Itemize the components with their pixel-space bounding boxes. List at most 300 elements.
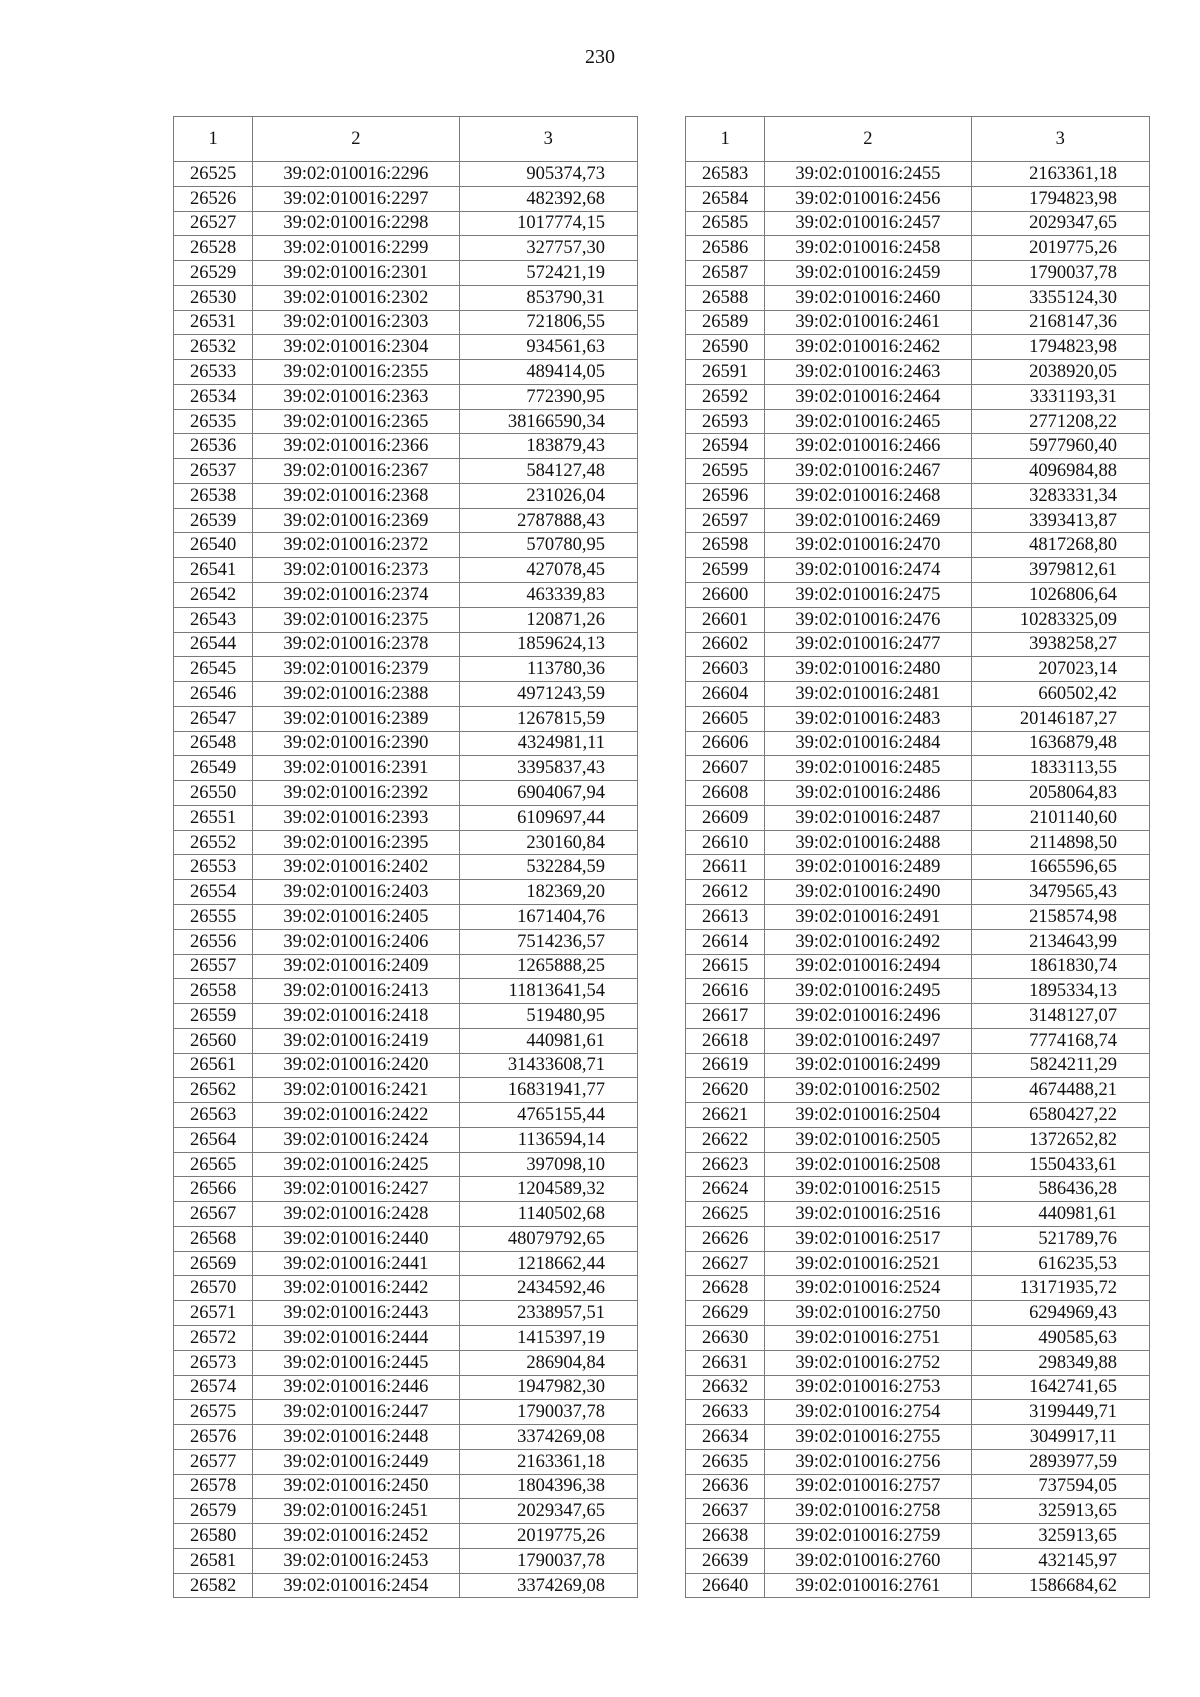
cadastral-number: 39:02:010016:2453	[253, 1548, 459, 1573]
cadastral-number: 39:02:010016:2355	[253, 360, 459, 385]
row-number: 26545	[174, 657, 253, 682]
table-row	[686, 434, 1150, 459]
row-number: 26597	[686, 508, 765, 533]
table-row	[686, 805, 1150, 830]
table-row	[686, 979, 1150, 1004]
cadastral-number: 39:02:010016:2750	[765, 1301, 971, 1326]
cadastral-value: 1140502,68	[459, 1202, 637, 1227]
row-number: 26530	[174, 285, 253, 310]
cadastral-value: 1947982,30	[459, 1375, 637, 1400]
column-header-3: 3	[971, 117, 1149, 162]
row-number: 26576	[174, 1425, 253, 1450]
cadastral-value: 1136594,14	[459, 1127, 637, 1152]
cadastral-number: 39:02:010016:2502	[765, 1078, 971, 1103]
cadastral-number: 39:02:010016:2467	[765, 459, 971, 484]
cadastral-number: 39:02:010016:2373	[253, 558, 459, 583]
cadastral-number: 39:02:010016:2454	[253, 1573, 459, 1598]
cadastral-value: 4096984,88	[971, 459, 1149, 484]
cadastral-number: 39:02:010016:2405	[253, 904, 459, 929]
cadastral-value: 721806,55	[459, 310, 637, 335]
table-row	[174, 310, 638, 335]
row-number: 26581	[174, 1548, 253, 1573]
table-row	[686, 830, 1150, 855]
row-number: 26548	[174, 731, 253, 756]
cadastral-number: 39:02:010016:2483	[765, 706, 971, 731]
cadastral-number: 39:02:010016:2403	[253, 880, 459, 905]
cadastral-value: 737594,05	[971, 1474, 1149, 1499]
row-number: 26525	[174, 162, 253, 187]
table-row	[174, 731, 638, 756]
cadastral-number: 39:02:010016:2390	[253, 731, 459, 756]
table-row	[174, 1400, 638, 1425]
table-row	[686, 162, 1150, 187]
table-row	[174, 1078, 638, 1103]
row-number: 26574	[174, 1375, 253, 1400]
cadastral-value: 570780,95	[459, 533, 637, 558]
cadastral-value: 3355124,30	[971, 285, 1149, 310]
row-number: 26587	[686, 261, 765, 286]
table-row	[686, 1078, 1150, 1103]
header-row	[174, 117, 638, 162]
row-number: 26560	[174, 1028, 253, 1053]
row-number: 26614	[686, 929, 765, 954]
cadastral-value: 1586684,62	[971, 1573, 1149, 1598]
cadastral-number: 39:02:010016:2296	[253, 162, 459, 187]
table-row	[174, 706, 638, 731]
row-number: 26604	[686, 682, 765, 707]
row-number: 26591	[686, 360, 765, 385]
row-number: 26612	[686, 880, 765, 905]
row-number: 26528	[174, 236, 253, 261]
cadastral-number: 39:02:010016:2299	[253, 236, 459, 261]
cadastral-value: 11813641,54	[459, 979, 637, 1004]
cadastral-number: 39:02:010016:2456	[765, 186, 971, 211]
table-row	[174, 236, 638, 261]
cadastral-value: 1794823,98	[971, 186, 1149, 211]
row-number: 26596	[686, 483, 765, 508]
cadastral-value: 2058064,83	[971, 781, 1149, 806]
table-row	[686, 508, 1150, 533]
cadastral-value: 31433608,71	[459, 1053, 637, 1078]
cadastral-number: 39:02:010016:2481	[765, 682, 971, 707]
row-number: 26538	[174, 483, 253, 508]
cadastral-number: 39:02:010016:2368	[253, 483, 459, 508]
cadastral-number: 39:02:010016:2463	[765, 360, 971, 385]
cadastral-value: 7514236,57	[459, 929, 637, 954]
cadastral-value: 3049917,11	[971, 1425, 1149, 1450]
table-row	[686, 731, 1150, 756]
cadastral-value: 3395837,43	[459, 756, 637, 781]
table-row	[686, 607, 1150, 632]
row-number: 26601	[686, 607, 765, 632]
cadastral-number: 39:02:010016:2760	[765, 1548, 971, 1573]
cadastral-value: 48079792,65	[459, 1226, 637, 1251]
row-number: 26599	[686, 558, 765, 583]
cadastral-number: 39:02:010016:2389	[253, 706, 459, 731]
row-number: 26563	[174, 1103, 253, 1128]
table-row	[174, 583, 638, 608]
cadastral-number: 39:02:010016:2427	[253, 1177, 459, 1202]
table-row	[686, 632, 1150, 657]
table-row	[686, 1350, 1150, 1375]
row-number: 26540	[174, 533, 253, 558]
row-number: 26549	[174, 756, 253, 781]
cadastral-value: 4817268,80	[971, 533, 1149, 558]
table-row	[686, 583, 1150, 608]
column-header-2: 2	[765, 117, 971, 162]
table-row	[686, 558, 1150, 583]
table-row	[174, 1251, 638, 1276]
row-number: 26602	[686, 632, 765, 657]
row-number: 26553	[174, 855, 253, 880]
row-number: 26635	[686, 1449, 765, 1474]
cadastral-number: 39:02:010016:2761	[765, 1573, 971, 1598]
row-number: 26593	[686, 409, 765, 434]
table-row	[174, 1350, 638, 1375]
cadastral-number: 39:02:010016:2375	[253, 607, 459, 632]
cadastral-number: 39:02:010016:2469	[765, 508, 971, 533]
table-row	[686, 1400, 1150, 1425]
cadastral-number: 39:02:010016:2440	[253, 1226, 459, 1251]
cadastral-number: 39:02:010016:2363	[253, 384, 459, 409]
cadastral-number: 39:02:010016:2409	[253, 954, 459, 979]
row-number: 26567	[174, 1202, 253, 1227]
row-number: 26535	[174, 409, 253, 434]
cadastral-number: 39:02:010016:2442	[253, 1276, 459, 1301]
table-row	[174, 1053, 638, 1078]
row-number: 26598	[686, 533, 765, 558]
cadastral-number: 39:02:010016:2447	[253, 1400, 459, 1425]
table-row	[174, 880, 638, 905]
table-row	[686, 682, 1150, 707]
row-number: 26608	[686, 781, 765, 806]
table-row	[686, 1251, 1150, 1276]
row-number: 26589	[686, 310, 765, 335]
row-number: 26594	[686, 434, 765, 459]
table-row	[174, 1177, 638, 1202]
cadastral-value: 298349,88	[971, 1350, 1149, 1375]
column-header-1: 1	[174, 117, 253, 162]
cadastral-number: 39:02:010016:2492	[765, 929, 971, 954]
cadastral-number: 39:02:010016:2413	[253, 979, 459, 1004]
cadastral-number: 39:02:010016:2452	[253, 1524, 459, 1549]
cadastral-value: 584127,48	[459, 459, 637, 484]
table-row	[174, 162, 638, 187]
row-number: 26554	[174, 880, 253, 905]
table-row	[686, 904, 1150, 929]
cadastral-value: 616235,53	[971, 1251, 1149, 1276]
row-number: 26550	[174, 781, 253, 806]
row-number: 26555	[174, 904, 253, 929]
cadastral-value: 5977960,40	[971, 434, 1149, 459]
cadastral-number: 39:02:010016:2441	[253, 1251, 459, 1276]
cadastral-value: 440981,61	[971, 1202, 1149, 1227]
cadastral-number: 39:02:010016:2443	[253, 1301, 459, 1326]
cadastral-number: 39:02:010016:2445	[253, 1350, 459, 1375]
row-number: 26605	[686, 706, 765, 731]
cadastral-number: 39:02:010016:2759	[765, 1524, 971, 1549]
cadastral-value: 586436,28	[971, 1177, 1149, 1202]
row-number: 26627	[686, 1251, 765, 1276]
row-number: 26624	[686, 1177, 765, 1202]
table-row	[686, 657, 1150, 682]
table-row	[174, 756, 638, 781]
cadastral-value: 1636879,48	[971, 731, 1149, 756]
row-number: 26610	[686, 830, 765, 855]
cadastral-value: 2893977,59	[971, 1449, 1149, 1474]
cadastral-value: 120871,26	[459, 607, 637, 632]
table-row	[686, 1425, 1150, 1450]
table-row	[174, 1474, 638, 1499]
cadastral-number: 39:02:010016:2365	[253, 409, 459, 434]
row-number: 26628	[686, 1276, 765, 1301]
row-number: 26629	[686, 1301, 765, 1326]
cadastral-number: 39:02:010016:2474	[765, 558, 971, 583]
table-row	[686, 1449, 1150, 1474]
cadastral-value: 519480,95	[459, 1004, 637, 1029]
page-number: 230	[585, 46, 615, 68]
cadastral-number: 39:02:010016:2470	[765, 533, 971, 558]
cadastral-value: 3979812,61	[971, 558, 1149, 583]
table-row	[174, 1202, 638, 1227]
table-row	[174, 211, 638, 236]
row-number: 26542	[174, 583, 253, 608]
cadastral-number: 39:02:010016:2485	[765, 756, 971, 781]
cadastral-value: 1267815,59	[459, 706, 637, 731]
table-row	[686, 360, 1150, 385]
cadastral-value: 532284,59	[459, 855, 637, 880]
row-number: 26572	[174, 1325, 253, 1350]
row-number: 26639	[686, 1548, 765, 1573]
table-row	[686, 533, 1150, 558]
cadastral-number: 39:02:010016:2421	[253, 1078, 459, 1103]
cadastral-number: 39:02:010016:2297	[253, 186, 459, 211]
table-row	[174, 459, 638, 484]
row-number: 26595	[686, 459, 765, 484]
row-number: 26547	[174, 706, 253, 731]
table-row	[174, 186, 638, 211]
row-number: 26600	[686, 583, 765, 608]
table-row	[174, 781, 638, 806]
cadastral-value: 1665596,65	[971, 855, 1149, 880]
row-number: 26637	[686, 1499, 765, 1524]
table-row	[686, 1202, 1150, 1227]
cadastral-value: 1218662,44	[459, 1251, 637, 1276]
cadastral-value: 463339,83	[459, 583, 637, 608]
cadastral-value: 1204589,32	[459, 1177, 637, 1202]
cadastral-number: 39:02:010016:2499	[765, 1053, 971, 1078]
table-row	[686, 1053, 1150, 1078]
table-row	[174, 855, 638, 880]
row-number: 26532	[174, 335, 253, 360]
table-row	[686, 211, 1150, 236]
table-row	[686, 756, 1150, 781]
cadastral-value: 2114898,50	[971, 830, 1149, 855]
cadastral-value: 3331193,31	[971, 384, 1149, 409]
row-number: 26613	[686, 904, 765, 929]
row-number: 26638	[686, 1524, 765, 1549]
cadastral-number: 39:02:010016:2516	[765, 1202, 971, 1227]
row-number: 26531	[174, 310, 253, 335]
cadastral-value: 2019775,26	[971, 236, 1149, 261]
table-row	[686, 261, 1150, 286]
cadastral-value: 6580427,22	[971, 1103, 1149, 1128]
row-number: 26546	[174, 682, 253, 707]
cadastral-value: 2787888,43	[459, 508, 637, 533]
table-row	[686, 1177, 1150, 1202]
row-number: 26578	[174, 1474, 253, 1499]
table-row	[174, 1226, 638, 1251]
table-row	[686, 1028, 1150, 1053]
row-number: 26569	[174, 1251, 253, 1276]
cadastral-number: 39:02:010016:2458	[765, 236, 971, 261]
cadastral-number: 39:02:010016:2751	[765, 1325, 971, 1350]
cadastral-number: 39:02:010016:2460	[765, 285, 971, 310]
cadastral-value: 3199449,71	[971, 1400, 1149, 1425]
cadastral-number: 39:02:010016:2304	[253, 335, 459, 360]
table-row	[174, 1276, 638, 1301]
cadastral-value: 1794823,98	[971, 335, 1149, 360]
table-row	[174, 830, 638, 855]
table-row	[174, 1425, 638, 1450]
table-body-left	[174, 162, 638, 1598]
cadastral-number: 39:02:010016:2517	[765, 1226, 971, 1251]
table-row	[686, 1276, 1150, 1301]
table-row	[686, 1524, 1150, 1549]
row-number: 26529	[174, 261, 253, 286]
cadastral-number: 39:02:010016:2302	[253, 285, 459, 310]
table-row	[686, 459, 1150, 484]
cadastral-number: 39:02:010016:2486	[765, 781, 971, 806]
cadastral-value: 3479565,43	[971, 880, 1149, 905]
row-number: 26583	[686, 162, 765, 187]
table-row	[174, 904, 638, 929]
row-number: 26537	[174, 459, 253, 484]
table-row	[174, 384, 638, 409]
table-row	[686, 483, 1150, 508]
cadastral-value: 2434592,46	[459, 1276, 637, 1301]
row-number: 26640	[686, 1573, 765, 1598]
cadastral-value: 3374269,08	[459, 1573, 637, 1598]
cadastral-number: 39:02:010016:2298	[253, 211, 459, 236]
cadastral-number: 39:02:010016:2505	[765, 1127, 971, 1152]
table-row	[686, 1325, 1150, 1350]
cadastral-number: 39:02:010016:2515	[765, 1177, 971, 1202]
table-row	[686, 384, 1150, 409]
row-number: 26579	[174, 1499, 253, 1524]
table-row	[174, 929, 638, 954]
cadastral-number: 39:02:010016:2489	[765, 855, 971, 880]
cadastral-value: 2168147,36	[971, 310, 1149, 335]
cadastral-value: 660502,42	[971, 682, 1149, 707]
row-number: 26527	[174, 211, 253, 236]
cadastral-value: 397098,10	[459, 1152, 637, 1177]
row-number: 26526	[174, 186, 253, 211]
cadastral-value: 1790037,78	[459, 1548, 637, 1573]
row-number: 26622	[686, 1127, 765, 1152]
cadastral-number: 39:02:010016:2480	[765, 657, 971, 682]
row-number: 26536	[174, 434, 253, 459]
cadastral-value: 286904,84	[459, 1350, 637, 1375]
cadastral-value: 3374269,08	[459, 1425, 637, 1450]
row-number: 26636	[686, 1474, 765, 1499]
table-row	[174, 1127, 638, 1152]
row-number: 26615	[686, 954, 765, 979]
row-number: 26584	[686, 186, 765, 211]
cadastral-number: 39:02:010016:2393	[253, 805, 459, 830]
row-number: 26533	[174, 360, 253, 385]
row-number: 26585	[686, 211, 765, 236]
cadastral-number: 39:02:010016:2756	[765, 1449, 971, 1474]
cadastral-value: 2029347,65	[971, 211, 1149, 236]
table-row	[174, 954, 638, 979]
row-number: 26616	[686, 979, 765, 1004]
cadastral-value: 183879,43	[459, 434, 637, 459]
cadastral-value: 1859624,13	[459, 632, 637, 657]
cadastral-value: 3393413,87	[971, 508, 1149, 533]
table-row	[686, 1152, 1150, 1177]
cadastral-number: 39:02:010016:2476	[765, 607, 971, 632]
table-row	[174, 1152, 638, 1177]
row-number: 26630	[686, 1325, 765, 1350]
row-number: 26582	[174, 1573, 253, 1598]
table-row	[686, 285, 1150, 310]
row-number: 26634	[686, 1425, 765, 1450]
row-number: 26621	[686, 1103, 765, 1128]
table-row	[686, 310, 1150, 335]
row-number: 26625	[686, 1202, 765, 1227]
table-row	[686, 929, 1150, 954]
table-row	[174, 1028, 638, 1053]
cadastral-value: 1861830,74	[971, 954, 1149, 979]
row-number: 26561	[174, 1053, 253, 1078]
table-row	[686, 1548, 1150, 1573]
row-number: 26571	[174, 1301, 253, 1326]
cadastral-number: 39:02:010016:2446	[253, 1375, 459, 1400]
table-row	[174, 1449, 638, 1474]
cadastral-value: 38166590,34	[459, 409, 637, 434]
cadastral-value: 16831941,77	[459, 1078, 637, 1103]
row-number: 26626	[686, 1226, 765, 1251]
cadastral-number: 39:02:010016:2465	[765, 409, 971, 434]
row-number: 26617	[686, 1004, 765, 1029]
cadastral-value: 2134643,99	[971, 929, 1149, 954]
cadastral-value: 853790,31	[459, 285, 637, 310]
row-number: 26541	[174, 558, 253, 583]
cadastral-value: 1790037,78	[459, 1400, 637, 1425]
cadastral-number: 39:02:010016:2378	[253, 632, 459, 657]
cadastral-value: 6109697,44	[459, 805, 637, 830]
table-row	[686, 781, 1150, 806]
cadastral-value: 5824211,29	[971, 1053, 1149, 1078]
table-row	[174, 979, 638, 1004]
cadastral-value: 1550433,61	[971, 1152, 1149, 1177]
cadastral-number: 39:02:010016:2496	[765, 1004, 971, 1029]
cadastral-value: 1790037,78	[971, 261, 1149, 286]
cadastral-value: 113780,36	[459, 657, 637, 682]
row-number: 26556	[174, 929, 253, 954]
cadastral-number: 39:02:010016:2301	[253, 261, 459, 286]
cadastral-value: 905374,73	[459, 162, 637, 187]
cadastral-value: 1895334,13	[971, 979, 1149, 1004]
cadastral-value: 1017774,15	[459, 211, 637, 236]
row-number: 26606	[686, 731, 765, 756]
cadastral-number: 39:02:010016:2752	[765, 1350, 971, 1375]
cadastral-number: 39:02:010016:2468	[765, 483, 971, 508]
cadastral-value: 1642741,65	[971, 1375, 1149, 1400]
cadastral-number: 39:02:010016:2420	[253, 1053, 459, 1078]
table-row	[686, 409, 1150, 434]
